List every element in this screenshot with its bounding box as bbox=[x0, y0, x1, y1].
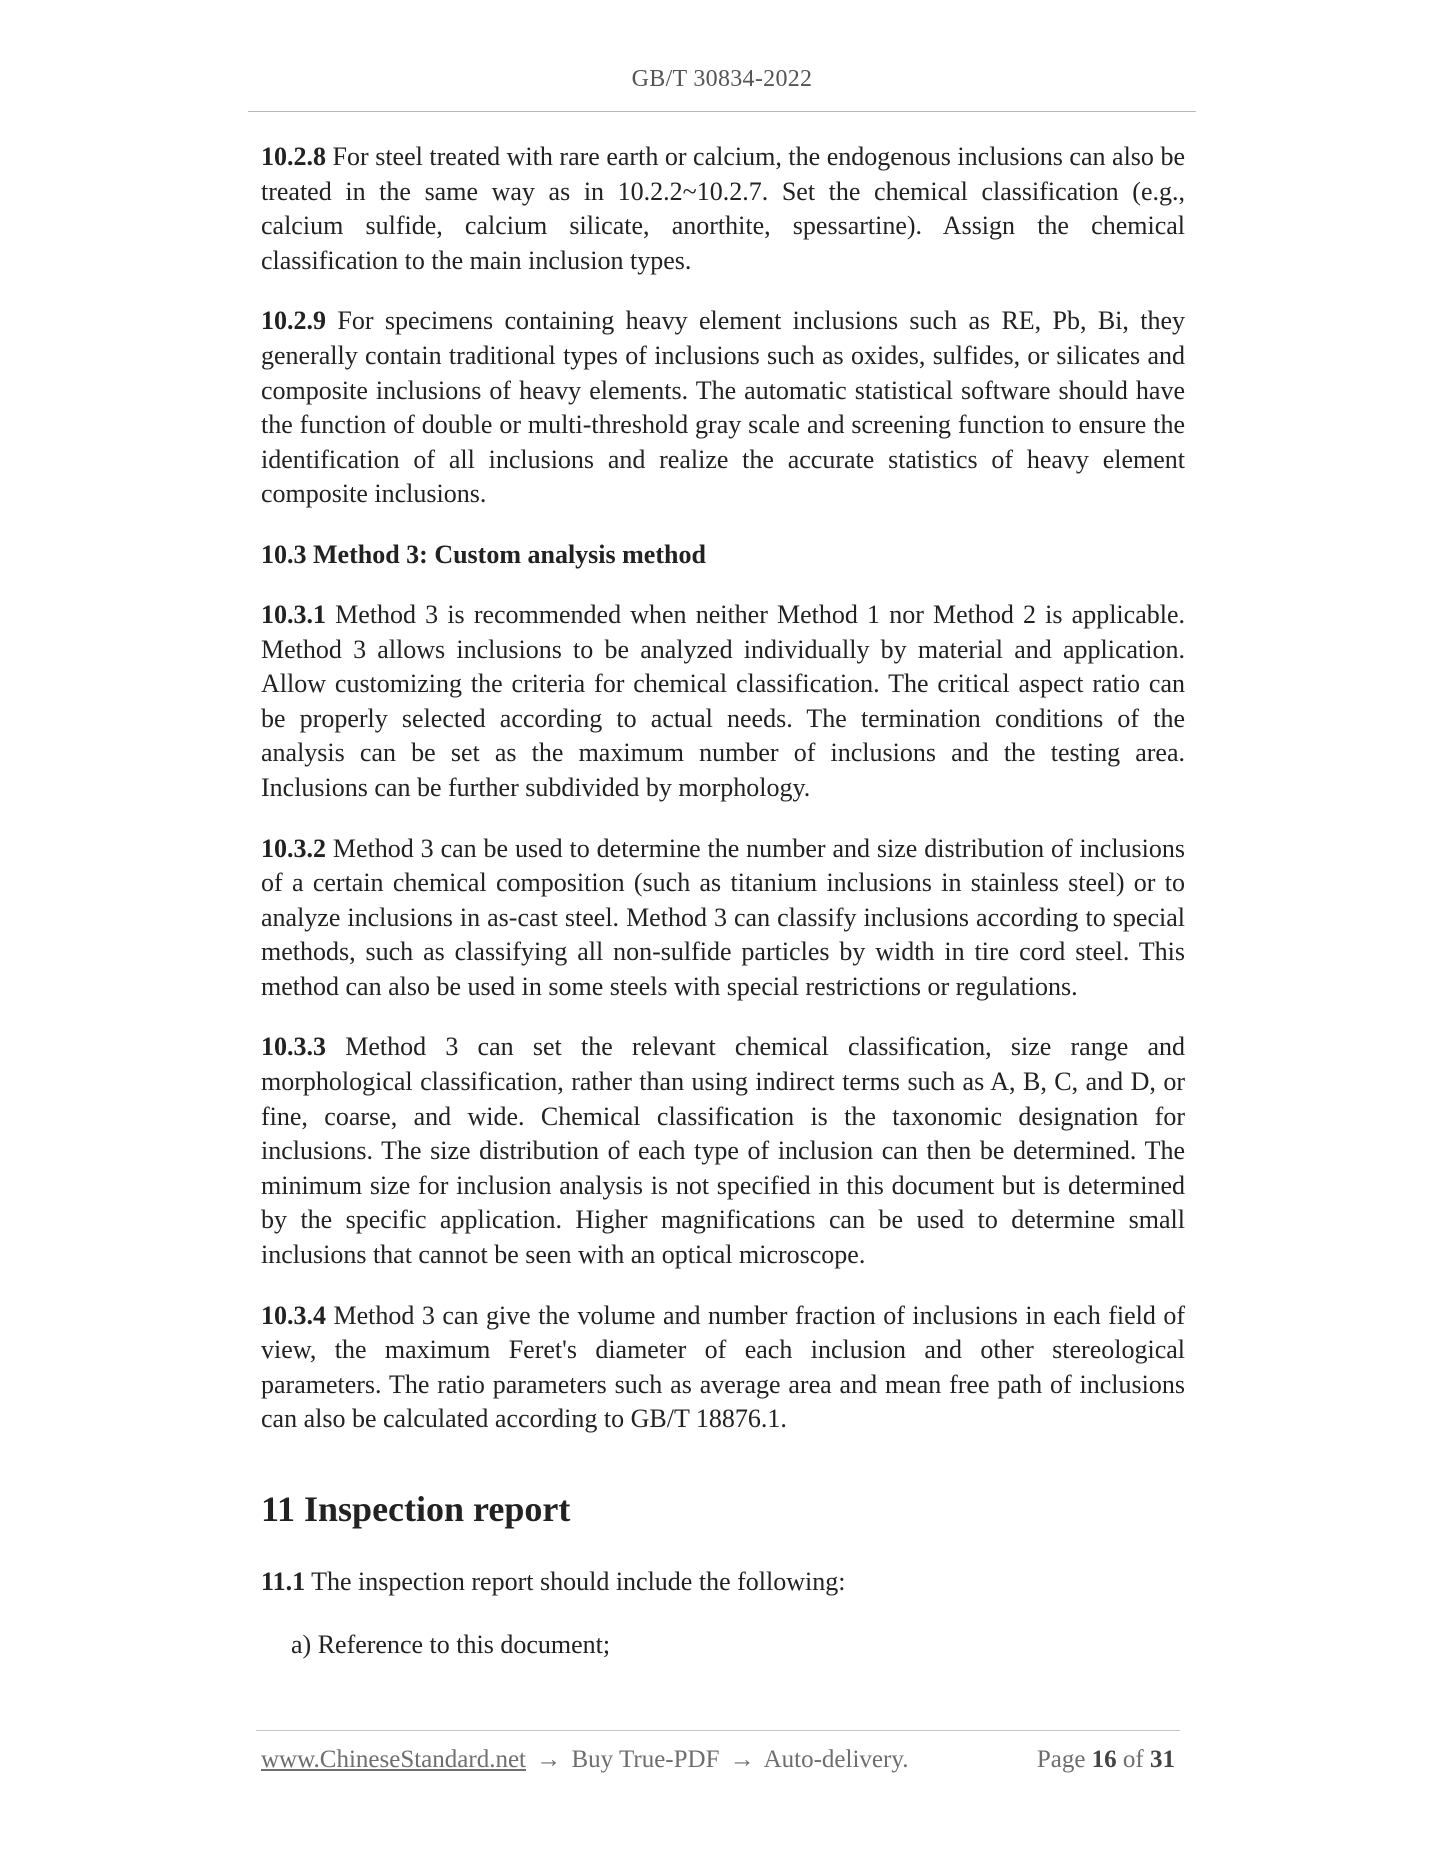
total-pages: 31 bbox=[1150, 1746, 1175, 1773]
of-label: of bbox=[1122, 1746, 1144, 1773]
clause-number: 10.3.1 bbox=[261, 599, 326, 629]
arrow-right-icon: → bbox=[729, 1746, 755, 1773]
section-11-heading: 11 Inspection report bbox=[261, 1489, 571, 1529]
list-item-a: a) Reference to this document; bbox=[291, 1629, 611, 1659]
page-number: 16 bbox=[1091, 1746, 1117, 1773]
clause-number: 10.3.3 bbox=[261, 1032, 326, 1062]
heading-10-3: 10.3 Method 3: Custom analysis method bbox=[261, 539, 706, 569]
footer-promo bbox=[261, 1746, 908, 1774]
paragraph-10-3-4 bbox=[261, 1299, 1185, 1437]
paragraph-11-1 bbox=[261, 1565, 1185, 1600]
clause-number: 10.2.9 bbox=[261, 306, 326, 336]
paragraph-10-3-2 bbox=[261, 832, 1185, 1005]
clause-text: Method 3 is recommended when neither Method 1 nor Method 2 is applicable. Method 3 allows inclusions to be analyzed individually by material and application. Allow customizing the criteria for chemical classification. The critical aspect ratio can be properly selected according to actual needs. The termination conditions of the analysis can be set as the maximum number of inclusions and the testing area. Inclusions can be further subdivided by morphology. bbox=[261, 599, 1186, 802]
clause-text: For steel treated with rare earth or calcium, the endogenous inclusions can also be treated in the same way as in 10.2.2~10.2.7. Set the chemical classification (e.g., calcium sulfide, calcium silicate, anorthite, spessartine). Assign the chemical classification to the main inclusion types. bbox=[261, 142, 1186, 275]
footer-divider bbox=[256, 1730, 1180, 1731]
site-link[interactable]: www.ChineseStandard.net bbox=[261, 1746, 526, 1773]
clause-number: 10.3.2 bbox=[261, 833, 326, 863]
arrow-right-icon: → bbox=[536, 1746, 562, 1773]
auto-delivery-text: Auto-delivery. bbox=[763, 1746, 909, 1773]
document-body bbox=[261, 140, 1185, 1662]
paragraph-10-3-1 bbox=[261, 598, 1185, 806]
paragraph-10-2-8 bbox=[261, 140, 1185, 278]
paragraph-10-2-9 bbox=[261, 304, 1185, 512]
clause-number: 11.1 bbox=[261, 1567, 306, 1596]
clause-text: The inspection report should include the following: bbox=[311, 1567, 846, 1596]
paragraph-10-3-3 bbox=[261, 1030, 1185, 1272]
clause-text: Method 3 can be used to determine the number and size distribution of inclusions of a certain chemical composition (such as titanium inclusions in stainless steel) or to analyze inclusions in as-cast steel. Method 3 can classify inclusions according to special methods, such as classifying all non-sulfide particles by width in tire cord steel. This method can also be used in some steels with special restrictions or regulations. bbox=[261, 833, 1186, 1001]
clause-text: Method 3 can set the relevant chemical classification, size range and morphological classification, rather than using indirect terms such as A, B, C, and D, or fine, coarse, and wide. Chemical classification is the taxonomic designation for inclusions. The size distribution of each type of inclusion can then be determined. The minimum size for inclusion analysis is not specified in this document but is determined by the specific application. Higher magnifications can be used to determine small inclusions that cannot be seen with an optical microscope. bbox=[261, 1032, 1186, 1270]
clause-text: Method 3 can give the volume and number fraction of inclusions in each field of view, the maximum Feret's diameter of each inclusion and other stereological parameters. The ratio parameters such as average area and mean free path of inclusions can also be calculated according to GB/T 18876.1. bbox=[261, 1300, 1185, 1434]
clause-number: 10.3.4 bbox=[261, 1300, 326, 1330]
clause-text: For specimens containing heavy element inclusions such as RE, Pb, Bi, they generally contain traditional types of inclusions such as oxides, sulfides, or silicates and composite inclusions of heavy elements. The automatic statistical software should have the function of double or multi-threshold gray scale and screening function to ensure the identification of all inclusions and realize the accurate statistics of heavy element composite inclusions. bbox=[261, 306, 1186, 509]
page-label: Page bbox=[1036, 1746, 1086, 1773]
document-id-header: GB/T 30834-2022 bbox=[631, 66, 813, 92]
clause-number: 10.2.8 bbox=[261, 142, 326, 171]
buy-true-pdf-text: Buy True-PDF bbox=[571, 1746, 720, 1773]
header-divider bbox=[248, 111, 1196, 112]
page-indicator bbox=[1037, 1746, 1175, 1774]
